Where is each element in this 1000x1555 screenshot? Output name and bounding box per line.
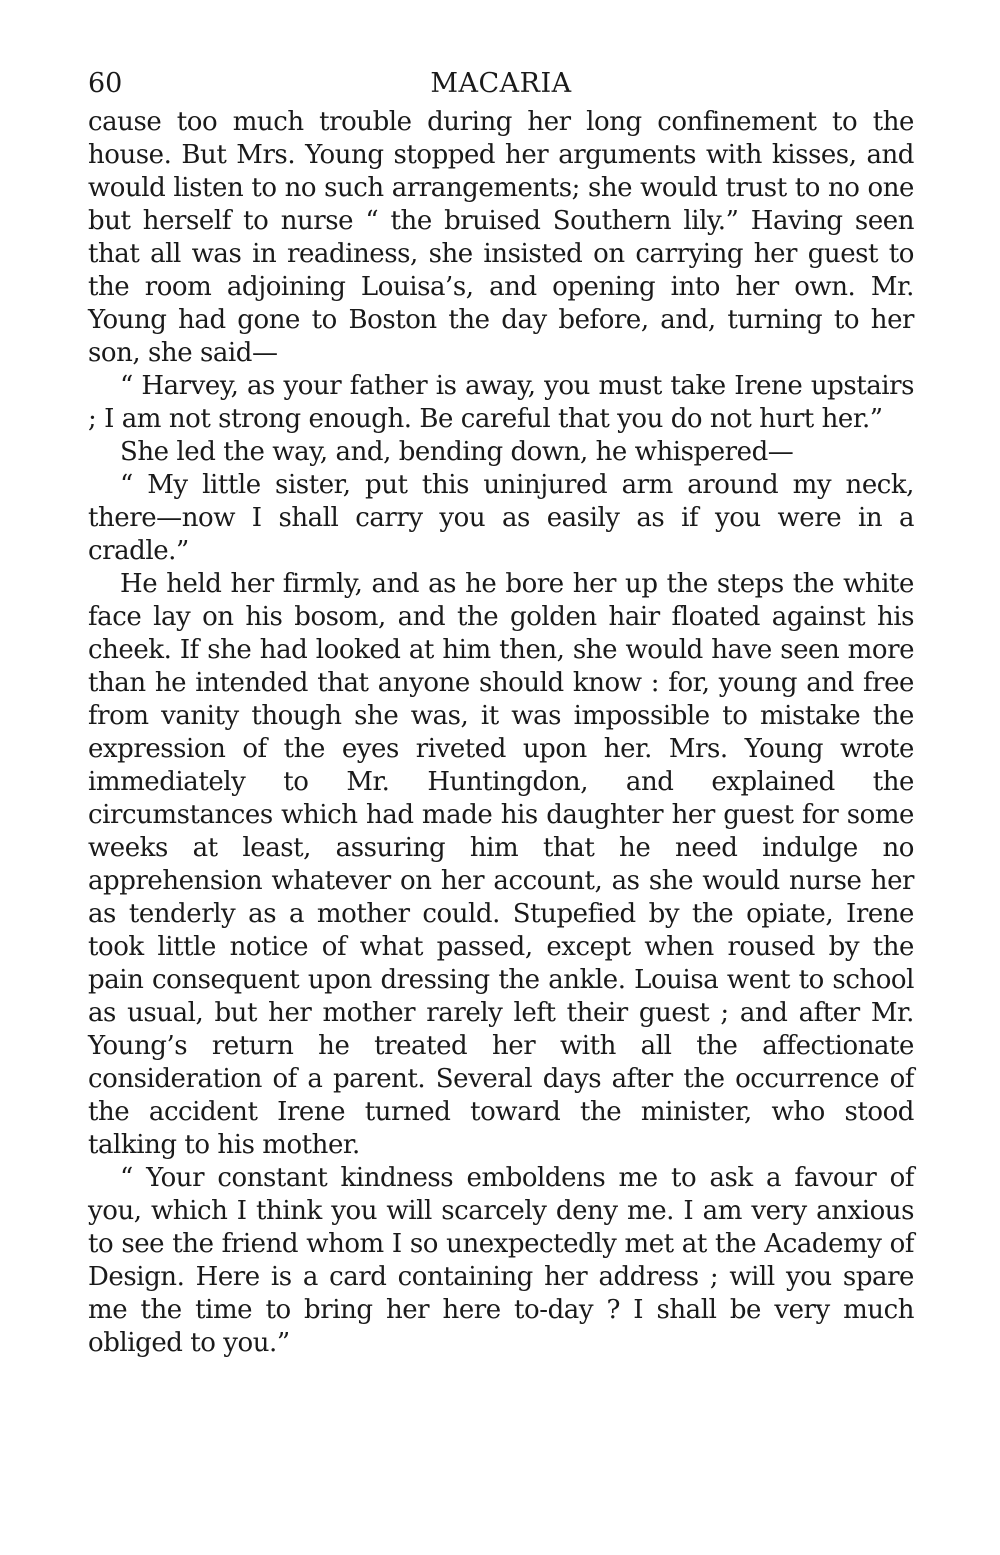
paragraph: “ Harvey, as your father is away, you must take Irene upstairs ; I am not strong enough. Be careful that you do not hurt her.” — [88, 371, 914, 434]
book-page — [88, 62, 914, 1360]
paragraph: cause too much trouble during her long confinement to the house. But Mrs. Young stopped her arguments with kisses, and would listen to no such arrangements; she would trust to no one but herself to nurse “ the bruised Southern lily.” Having seen that all was in readiness, she insisted on carrying her guest to the room adjoining Louisa’s, and opening into her own. Mr. Young had gone to Boston the day before, and, turning to her son, she said— — [88, 107, 914, 368]
running-title: MACARIA — [430, 68, 572, 99]
body-text — [88, 106, 914, 1360]
paragraph: “ Your constant kindness emboldens me to ask a favour of you, which I think you will scarcely deny me. I am very anxious to see the friend whom I so unexpectedly met at the Academy of Design. Here is a card containing her address ; will you spare me the time to bring her here to-day ? I shall be very much obliged to you.” — [88, 1163, 914, 1358]
paragraph: “ My little sister, put this uninjured arm around my neck, there—now I shall carry you as easily as if you were in a cradle.” — [88, 470, 914, 566]
paragraph: She led the way, and, bending down, he whispered— — [120, 437, 794, 467]
page-number: 60 — [88, 68, 123, 99]
paragraph: He held her firmly, and as he bore her up the steps the white face lay on his bosom, and the golden hair floated against his cheek. If she had looked at him then, she would have seen more than he intended that anyone should know : for, young and free from vanity though she was, it was impossible to mistake the expression of the eyes riveted upon her. Mrs. Young wrote immediately to Mr. Huntingdon, and explained the circumstances which had made his daughter her guest for some weeks at least, assuring him that he need indulge no apprehension whatever on her account, as she would nurse her as tenderly as a mother could. Stupefied by the opiate, Irene took little notice of what passed, except when roused by the pain consequent upon dressing the ankle. Louisa went to school as usual, but her mother rarely left their guest ; and after Mr. Young’s return he treated her with all the affectionate consideration of a parent. Several days after the occurrence of the accident Irene turned toward the minister, who stood talking to his mother. — [88, 569, 914, 1160]
page-header — [88, 62, 914, 106]
